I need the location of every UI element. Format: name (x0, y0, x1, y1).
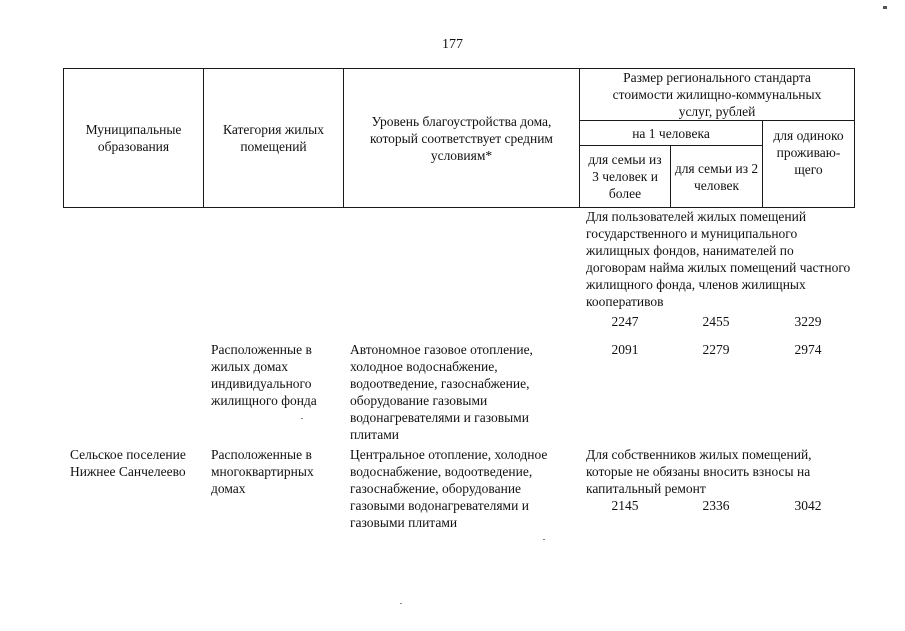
row3-value-single: 3042 (794, 498, 822, 513)
users-note: Для пользователей жилых помещений государственного и муниципального жилищных фондов, нанимателей по договорам найма жилых помещений частного жилищного фонда, членов жилищных кооперативов (586, 209, 851, 309)
header-single (763, 121, 854, 207)
header-municipal-text: Муниципальные образования (85, 122, 182, 154)
scan-speck (400, 603, 402, 604)
header-family3-text: для семьи из 3 человек и более (588, 152, 662, 201)
row2-value-family2: 2279 (702, 342, 730, 357)
header-family2-text: для семьи из 2 человек (674, 160, 759, 193)
header-municipal (64, 69, 203, 207)
row2-category: Расположенные в жилых домах индивидуального жилищного фонда (211, 342, 317, 408)
header-level (344, 69, 579, 207)
row3-value-family2: 2336 (702, 498, 730, 513)
header-per-person-text: на 1 человека (632, 125, 710, 141)
scan-speck (543, 539, 545, 540)
row2-value-single: 2974 (794, 342, 822, 357)
header-standard (580, 69, 854, 120)
row1-value-family3: 2247 (611, 314, 639, 329)
row3-level: Центральное отопление, холодное водоснабжение, водоотведение, газоснабжение, оборудование газовыми водонагревателями и газовыми плитами (350, 447, 548, 530)
row3-value-family3: 2145 (611, 498, 639, 513)
scan-speck (301, 418, 303, 419)
header-standard-text: Размер регионального стандарта стоимости жилищно-коммунальных услуг, рублей (612, 70, 822, 119)
header-category-text: Категория жилых помещений (223, 122, 324, 154)
header-level-text: Уровень благоустройства дома, который соответствует средним условиям* (370, 113, 553, 163)
scan-speck (883, 6, 887, 9)
row3-category: Расположенные в многоквартирных домах (211, 447, 314, 496)
header-single-text: для одиноко проживаю-щего (773, 128, 844, 177)
row2-level: Автономное газовое отопление, холодное водоснабжение, водоотведение, газоснабжение, оборудование газовыми водонагревателями и газовыми плитами (350, 342, 533, 442)
header-family3 (580, 146, 670, 207)
page-number: 177 (442, 37, 463, 52)
row3-municipality: Сельское поселение Нижнее Санчелеево (70, 447, 186, 479)
row2-value-family3: 2091 (611, 342, 639, 357)
header-per-person (580, 121, 762, 145)
row1-value-single: 3229 (794, 314, 822, 329)
owners-note: Для собственников жилых помещений, которые не обязаны вносить взносы на капитальный ремонт (586, 447, 812, 496)
table-right-border (854, 68, 855, 208)
header-category (204, 69, 343, 207)
header-family2 (671, 146, 762, 207)
row1-value-family2: 2455 (702, 314, 730, 329)
